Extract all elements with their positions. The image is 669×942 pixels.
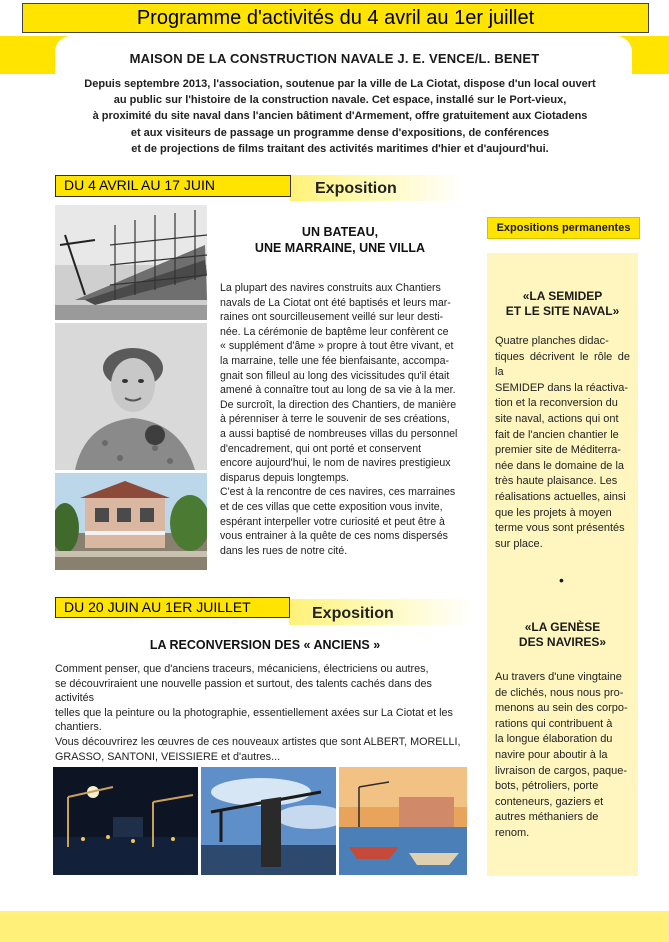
page-title: Programme d'activités du 4 avril au 1er juillet (22, 3, 649, 33)
section1-date: DU 4 AVRIL AU 17 JUIN (55, 175, 291, 197)
harbor-painting-photo (339, 767, 467, 875)
night-shipyard-photo (53, 767, 198, 875)
sidebar-item2-body: Au travers d'une vingtaine de clichés, nous nous pro- menons au sein des corpo- rations qui contribuent à la longue élaboration du navire pour aboutir à la livraison de cargos, paque- bots, pétroliers, porte conteneurs, gaziers et autres méthaniers de renom. (495, 671, 628, 839)
sidebar-item1-title: «LA SEMIDEP ET LE SITE NAVAL» (505, 289, 620, 318)
ship-construction-photo (55, 205, 207, 320)
section1-title: UN BATEAU, UNE MARRAINE, UNE VILLA (254, 225, 426, 255)
section2-date: DU 20 JUIN AU 1ER JUILLET (55, 597, 290, 618)
section2-title: LA RECONVERSION DES « ANCIENS » (149, 638, 381, 652)
sidebar-item2-title: «LA GENÈSE DES NAVIRES» (518, 620, 607, 649)
section2-body: Comment penser, que d'anciens traceurs, mécaniciens, électriciens ou autres, se découvriraient une nouvelle passion et surtout, des talents cachés dans des activités telles que la peinture ou la photographie, essentiellement axées sur La Ciotat et les chantiers. Vous découvrirez les œuvres de ces nouveaux artistes que sont ALBERT, MORELLI, GRASSO, SANTONI, VEISSIERE et d'autres... (55, 663, 461, 763)
sidebar-bullet: • (559, 572, 564, 588)
intro-text: Depuis septembre 2013, l'association, soutenue par la ville de La Ciotat, dispose d'un local ouvert au public sur l'histoire de la construction navale. Cet espace, installé sur le Port-vieux, à proximité du site naval dans l'ancien bâtiment d'Armement, offre gratuitement aux Ciotadens et aux visiteurs de passage un programme dense d'expositions, de conférences et de projections de films traitant des activités maritimes d'hier et d'aujourd'hui. (84, 78, 596, 155)
section1-body: La plupart des navires construits aux Chantiers navals de La Ciotat ont été baptisés et leurs mar- raines ont sourcilleusement veillé sur leur desti- née. La cérémonie de baptême leur confèrent ce « supplément d'âme » propre à tout être vivant, et la marraine, telle une fée bienfaisante, accompa- gnait son filleul au long des vicissitudes qu'il était amené à connaître tout au long de sa vie à la mer. De surcroît, la direction des Chantiers, de manière à pérenniser à terre le souvenir de ses créations, a aussi baptisé de nombreuses villas du personnel d'encadrement, qui ont porté et conservent encore aujourd'hui, le nom de navires prestigieux disparus depuis longtemps. C'est à la rencontre de ces navires, ces marraines et de ces villas que cette exposition vous invite, espérant interpeller votre curiosité et peut être à vous entrainer à la quête de ces noms dispersés dans les rues de notre cité. (220, 282, 458, 557)
sidebar-header: Expositions permanentes (487, 217, 640, 239)
section2-label: Exposition (312, 605, 394, 622)
marraine-portrait-photo (55, 323, 207, 470)
crane-painting-photo (201, 767, 336, 875)
footer-band (0, 911, 669, 942)
sidebar-item1-body: Quatre planches didac- tiques décrivent le rôle de la SEMIDEP dans la réactiva- tion et la reconversion du site naval, actions qui ont fait de l'ancien chantier le premier site de Méditerra- née dans le domaine de la très haute plaisance. Les réalisations actuelles, ainsi que les projets à moyen terme vous sont présentés sur place. (495, 335, 630, 550)
organization-title: MAISON DE LA CONSTRUCTION NAVALE J. E. VENCE/L. BENET (129, 51, 540, 66)
villa-photo (55, 473, 207, 570)
section1-label: Exposition (315, 180, 397, 197)
